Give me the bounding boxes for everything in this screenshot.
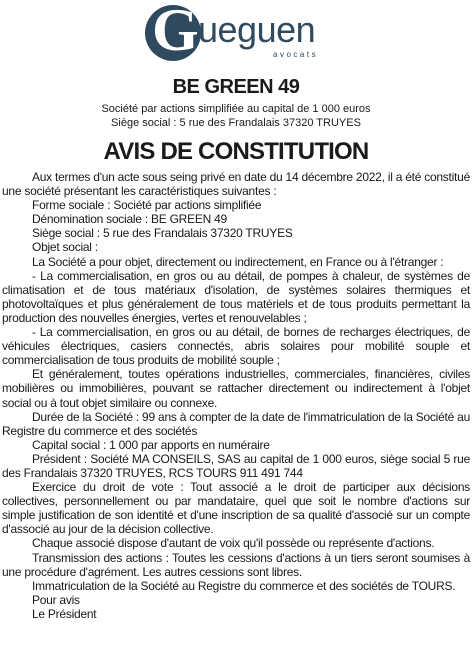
siege-line: Siège social : 5 rue des Frandalais 37320 TRUYES [111,117,361,129]
paragraph: Exercice du droit de vote : Tout associé a le droit de participer aux décisions collectives, personnellement ou par mandataire, quel que soit le nombre d'actions sur simple justification de son identité et d'une inscription de sa qualité d'associé sur un compte d'associé au jour de la décision collective. [2,480,470,537]
paragraph: Forme sociale : Société par actions simplifiée [32,198,262,213]
paragraph: - La commercialisation, en gros ou au détail, de bornes de recharges électriques, de véhicules électriques, casiers connectés, abris solaires pour mobilité souple et commercialisation de tous produits de mobilité souple ; [2,325,470,368]
logo-initial: G [152,0,199,63]
signoff-line: Pour avis [32,592,80,607]
logo-word: ueguen [198,9,316,50]
paragraph: La Société a pour objet, directement ou indirectement, en France ou à l'étranger : [32,254,444,269]
paragraph: - La commercialisation, en gros ou au détail, de pompes à chaleur, de systèmes de climatisation et de tous matériaux d'isolation, de systèmes solaires thermiques et photovoltaïques et plus généralement de tous matériels et de tous produits permettant la production des nouvelles énergies, vertes et renouvelables ; [2,268,470,325]
company-details [2,102,470,130]
paragraph: Capital social : 1 000 par apports en numéraire [32,437,270,452]
notice-body [2,170,470,621]
paragraph: Aux termes d'un acte sous seing privé en date du 14 décembre 2022, il a été constitué une société présentant les caractéristiques suivantes : [2,170,470,199]
paragraph: Siège social : 5 rue des Frandalais 37320 TRUYES [32,226,293,241]
paragraph: Président : Société MA CONSEILS, SAS au capital de 1 000 euros, siège social 5 rue des Frandalais 37320 TRUYES, RCS TOURS 911 491 744 [2,451,470,480]
paragraph: Et généralement, toutes opérations industrielles, commerciales, financières, civiles mobilières ou immobilières, pouvant se rattacher directement ou indirectement à l'objet social ou à tout objet similaire ou connexe. [2,367,470,410]
paragraph: Chaque associé dispose d'autant de voix qu'il possède ou représente d'actions. [32,536,435,551]
paragraph: Immatriculation de la Société au Registre du commerce et des sociétés de TOURS. [32,578,456,593]
capital-line: Société par actions simplifiée au capital de 1 000 euros [101,103,371,115]
gueguen-logo [2,0,470,64]
paragraph: Transmission des actions : Toutes les cessions d'actions à un tiers seront soumises à une procédure d'agrément. Les autres cessions sont libres. [2,550,470,579]
paragraph: Objet social : [32,240,98,255]
notice-title: AVIS DE CONSTITUTION [103,138,369,165]
paragraph: Durée de la Société : 99 ans à compter de la date de l'immatriculation de la Société au Registre du commerce et des sociétés [2,409,470,438]
logo-tagline: avocats [273,50,319,59]
company-name: BE GREEN 49 [172,76,300,98]
paragraph: Dénomination sociale : BE GREEN 49 [32,212,227,227]
signoff-line: Le Président [32,606,97,621]
